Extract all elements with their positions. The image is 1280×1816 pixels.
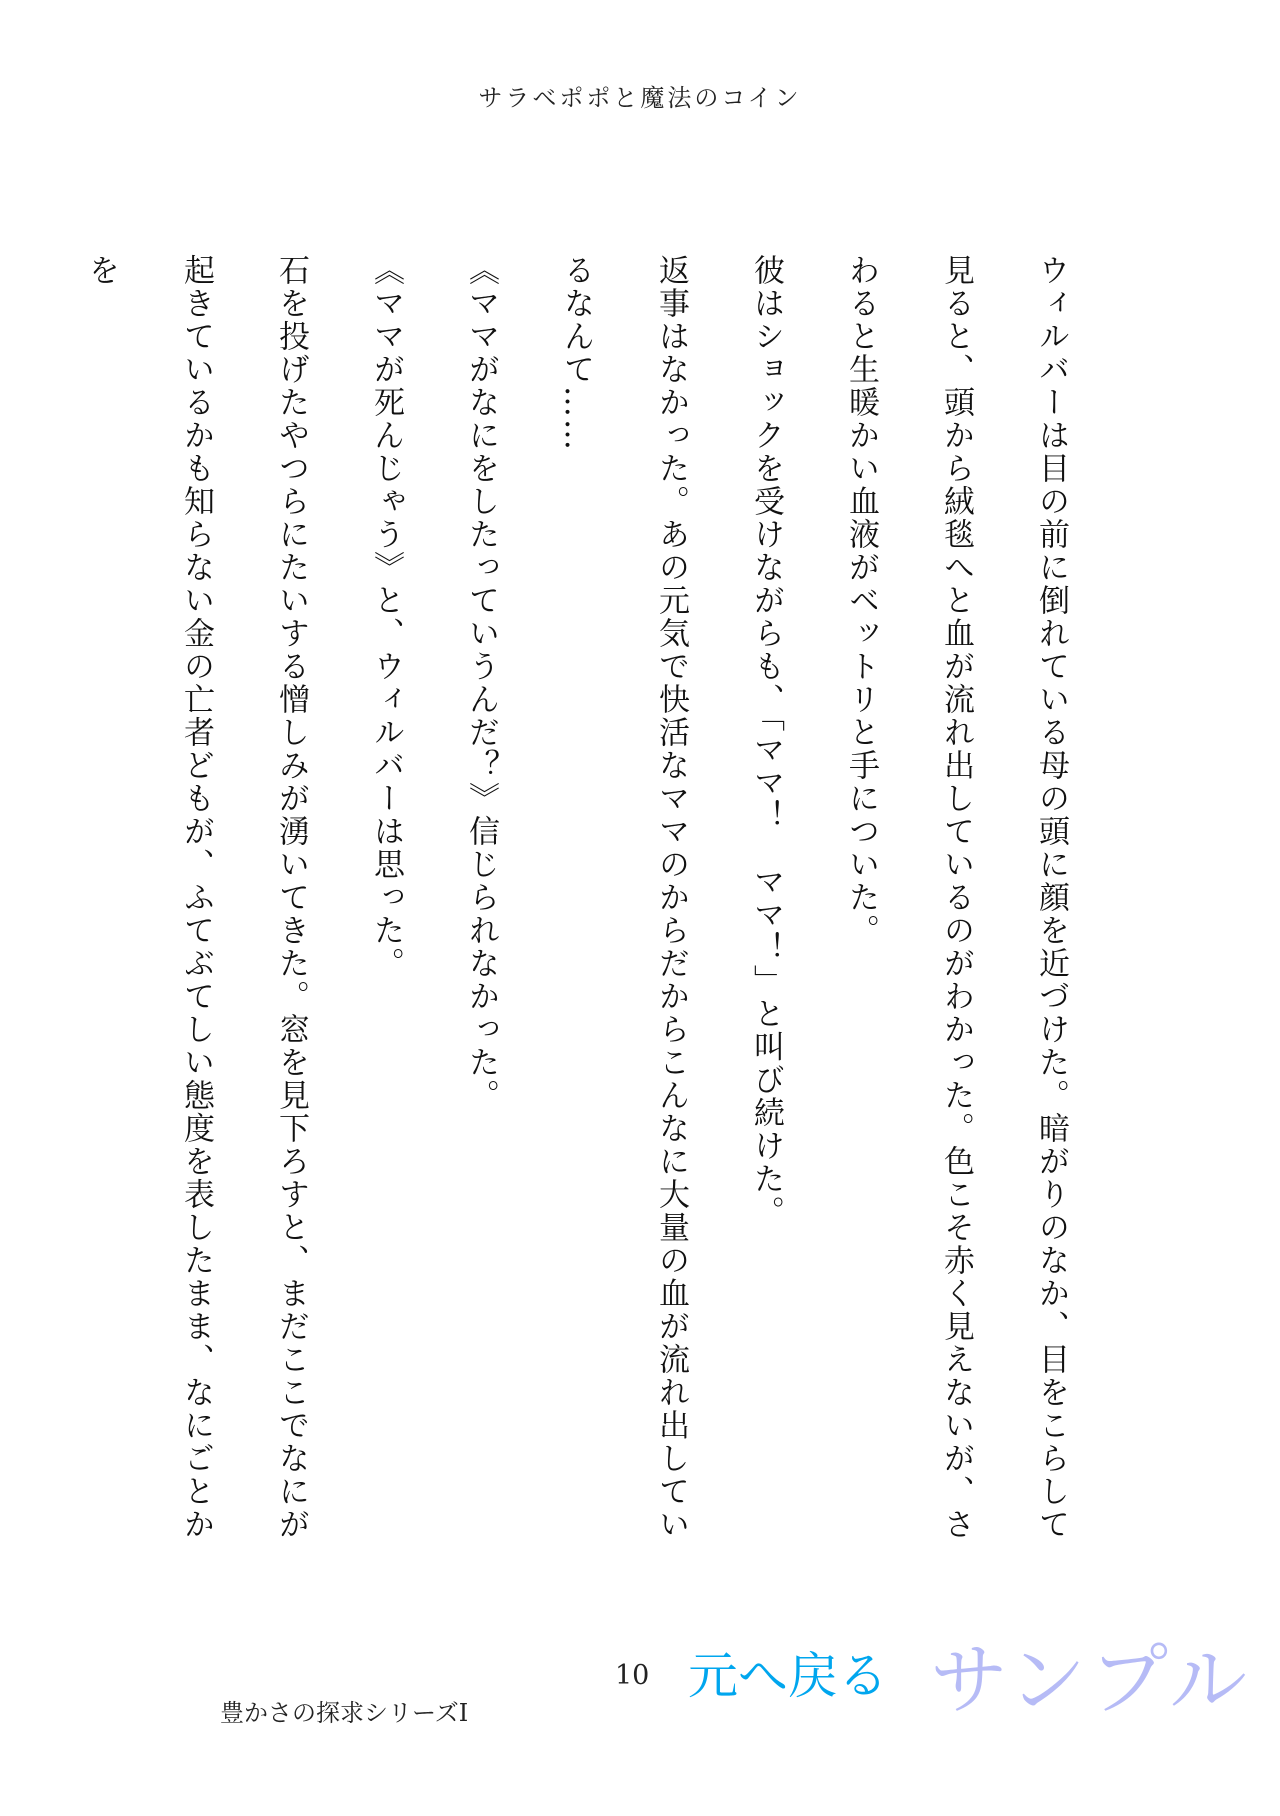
paragraph-6: 石を投げたやつらにたいする憎しみが湧いてきた。窓を見下ろすと、まだここでなにが起きているかも知らない金の亡者どもが、ふてぶてしい態度を表したまま、なにごとかを — [83, 254, 309, 1541]
running-title: サラベポポと魔法のコイン — [478, 84, 802, 112]
paragraph-3: 返事はなかった。あの元気で快活なママのからだからこんなに大量の血が流れ出しているなんて…… — [558, 254, 689, 1541]
paragraph-4: 《ママがなにをしたっていうんだ？》信じられなかった。 — [463, 254, 499, 1112]
paragraph-2: 彼はショックを受けながらも、「ママ！ ママ！」と叫び続けた。 — [748, 254, 784, 1229]
paragraph-1: ウィルバーは目の前に倒れている母の頭に顔を近づけた。暗がりのなか、目をこらして見ると、頭から絨毯へと血が流れ出しているのがわかった。色こそ赤く見えないが、さわると生暖かい血液がベットリと手についた。 — [843, 254, 1069, 1541]
paragraph-5: 《ママが死んじゃう》と、ウィルバーは思った。 — [368, 254, 404, 980]
series-title: 豊かさの探求シリーズⅠ — [220, 1699, 469, 1727]
back-link[interactable]: 元へ戻る — [688, 1647, 888, 1705]
sample-watermark: サンプル — [930, 1636, 1251, 1726]
page-number: 10 — [615, 1660, 650, 1691]
body-text — [83, 254, 1098, 1564]
